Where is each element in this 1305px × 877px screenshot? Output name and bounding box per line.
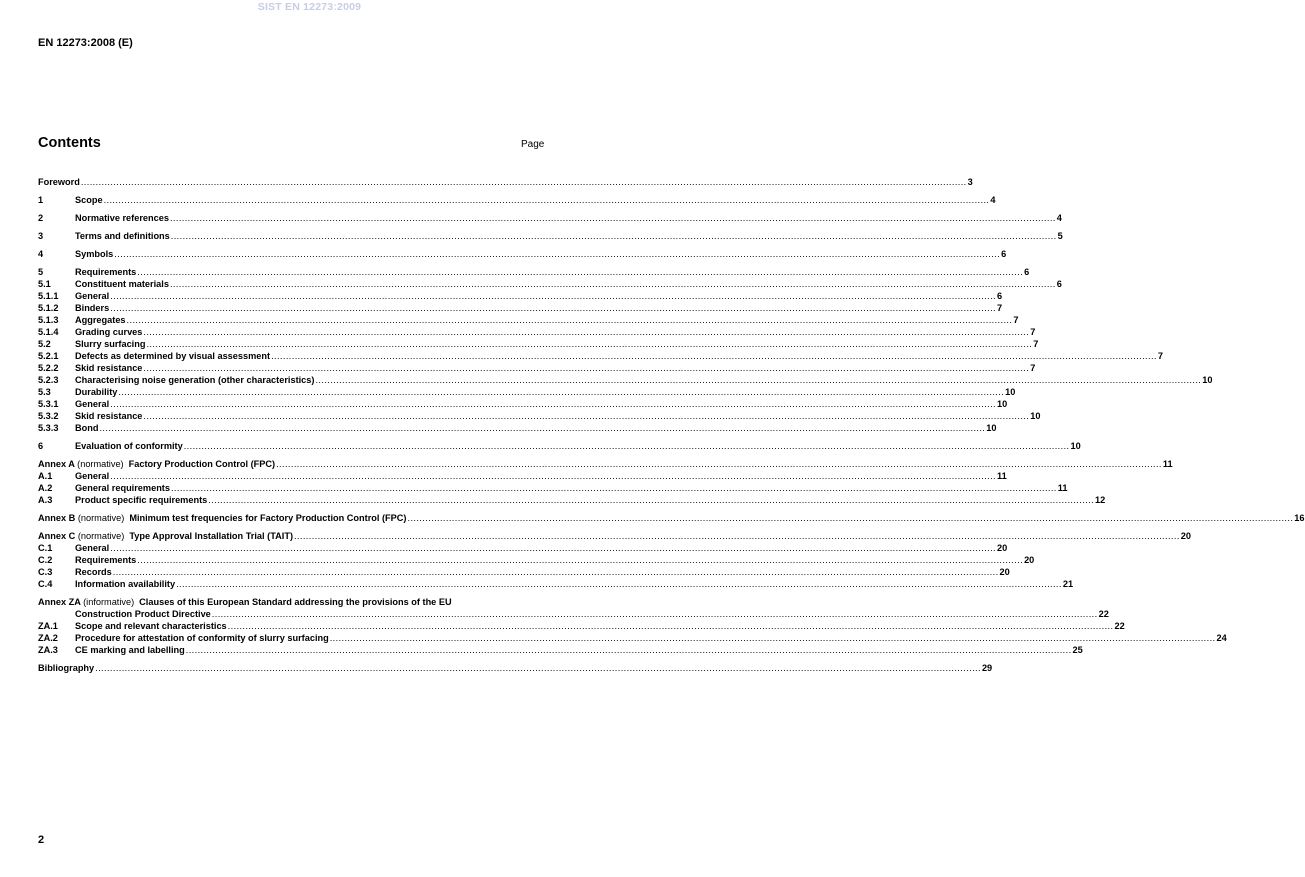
page-number: 2: [38, 834, 45, 846]
toc-entry-5-3-3[interactable]: 5.3.3 Bond ............................................................................................................................................................................................................................................................................................................ 10: [38, 423, 997, 433]
dot-leader: ............................................................................................................................................................................................................................................................................................................: [329, 633, 1216, 643]
toc-entry-5-3[interactable]: 5.3 Durability ............................................................................................................................................................................................................................................................................................................ 10: [38, 387, 1016, 397]
toc-entry-annex-za[interactable]: Annex ZA (informative) Clauses of this European Standard addressing the provisions of the EU Construction Product Directive ............................................................................................................................................................................................................................................................................................................ 22: [38, 597, 1109, 619]
toc-entry-za-3[interactable]: ZA.3 CE marking and labelling ............................................................................................................................................................................................................................................................................................................ 25: [38, 645, 1083, 655]
dot-leader: ............................................................................................................................................................................................................................................................................................................: [146, 339, 1033, 349]
dot-leader: ............................................................................................................................................................................................................................................................................................................: [185, 645, 1072, 655]
toc-entry-5-1-4[interactable]: 5.1.4 Grading curves ............................................................................................................................................................................................................................................................................................................ 7: [38, 327, 1036, 337]
dot-leader: ............................................................................................................................................................................................................................................................................................................: [211, 609, 1098, 619]
dot-leader: ............................................................................................................................................................................................................................................................................................................: [126, 315, 1013, 325]
dot-leader: ............................................................................................................................................................................................................................................................................................................: [183, 441, 1070, 451]
dot-leader: ............................................................................................................................................................................................................................................................................................................: [143, 363, 1030, 373]
toc-entry-5-3-2[interactable]: 5.3.2 Skid resistance ............................................................................................................................................................................................................................................................................................................ 10: [38, 411, 1041, 421]
toc-entry-annex-a[interactable]: Annex A (normative) Factory Production Control (FPC) ............................................................................................................................................................................................................................................................................................................ 11: [38, 459, 1173, 469]
dot-leader: ............................................................................................................................................................................................................................................................................................................: [176, 579, 1062, 589]
dot-leader: ............................................................................................................................................................................................................................................................................................................: [143, 411, 1030, 421]
toc-entry-c-1[interactable]: C.1 General ............................................................................................................................................................................................................................................................................................................ 20: [38, 543, 1008, 553]
dot-leader: ............................................................................................................................................................................................................................................................................................................: [103, 195, 990, 205]
toc-entry-5-2-3[interactable]: 5.2.3 Characterising noise generation (other characteristics) ............................................................................................................................................................................................................................................................................................................ 10: [38, 375, 1213, 385]
dot-leader: ............................................................................................................................................................................................................................................................................................................: [95, 663, 981, 673]
dot-leader: ............................................................................................................................................................................................................................................................................................................: [110, 543, 996, 553]
toc-entry-za-2[interactable]: ZA.2 Procedure for attestation of conformity of slurry surfacing ............................................................................................................................................................................................................................................................................................................ 24: [38, 633, 1227, 643]
toc-entry-5-1-3[interactable]: 5.1.3 Aggregates ............................................................................................................................................................................................................................................................................................................ 7: [38, 315, 1019, 325]
toc-entry-annex-c[interactable]: Annex C (normative) Type Approval Installation Trial (TAIT) ............................................................................................................................................................................................................................................................................................................ 20: [38, 531, 1192, 541]
dot-leader: ............................................................................................................................................................................................................................................................................................................: [208, 495, 1095, 505]
toc-entry-5-1[interactable]: 5.1 Constituent materials ............................................................................................................................................................................................................................................................................................................ 6: [38, 279, 1062, 289]
dot-leader: ............................................................................................................................................................................................................................................................................................................: [407, 513, 1294, 523]
toc-entry-5-2-2[interactable]: 5.2.2 Skid resistance ............................................................................................................................................................................................................................................................................................................ 7: [38, 363, 1036, 373]
toc-entry-foreword[interactable]: Foreword ............................................................................................................................................................................................................................................................................................................ 3: [38, 177, 973, 187]
dot-leader: ............................................................................................................................................................................................................................................................................................................: [169, 279, 1056, 289]
dot-leader: ............................................................................................................................................................................................................................................................................................................: [227, 621, 1114, 631]
dot-leader: ............................................................................................................................................................................................................................................................................................................: [276, 459, 1162, 469]
dot-leader: ............................................................................................................................................................................................................................................................................................................: [170, 231, 1057, 241]
dot-leader: ............................................................................................................................................................................................................................................................................................................: [170, 483, 1057, 493]
toc-entry-5-1-2[interactable]: 5.1.2 Binders ............................................................................................................................................................................................................................................................................................................ 7: [38, 303, 1003, 313]
dot-leader: ............................................................................................................................................................................................................................................................................................................: [169, 213, 1056, 223]
page-column-label: Page: [521, 139, 545, 150]
dot-leader: ............................................................................................................................................................................................................................................................................................................: [114, 249, 1001, 259]
toc-entry-4[interactable]: 4 Symbols ............................................................................................................................................................................................................................................................................................................ 6: [38, 249, 1007, 259]
dot-leader: ............................................................................................................................................................................................................................................................................................................: [137, 267, 1024, 277]
toc-entry-annex-b[interactable]: Annex B (normative) Minimum test frequencies for Factory Production Control (FPC) ............................................................................................................................................................................................................................................................................................................ 16: [38, 513, 1305, 523]
dot-leader: ............................................................................................................................................................................................................................................................................................................: [110, 399, 996, 409]
watermark: SIST EN 12273:2009: [257, 1, 362, 13]
dot-leader: ............................................................................................................................................................................................................................................................................................................: [271, 351, 1157, 361]
toc-entry-6[interactable]: 6 Evaluation of conformity ............................................................................................................................................................................................................................................................................................................ 10: [38, 441, 1081, 451]
dot-leader: ............................................................................................................................................................................................................................................................................................................: [80, 177, 967, 187]
toc-entry-1[interactable]: 1 Scope ............................................................................................................................................................................................................................................................................................................ 4: [38, 195, 996, 205]
toc-entry-za-1[interactable]: ZA.1 Scope and relevant characteristics ............................................................................................................................................................................................................................................................................................................ 22: [38, 621, 1125, 631]
dot-leader: ............................................................................................................................................................................................................................................................................................................: [315, 375, 1202, 385]
dot-leader: ............................................................................................................................................................................................................................................................................................................: [112, 567, 999, 577]
toc-entry-c-4[interactable]: C.4 Information availability ............................................................................................................................................................................................................................................................................................................ 21: [38, 579, 1074, 589]
dot-leader: ............................................................................................................................................................................................................................................................................................................: [99, 423, 986, 433]
toc-entry-a-2[interactable]: A.2 General requirements ............................................................................................................................................................................................................................................................................................................ 11: [38, 483, 1068, 493]
toc-entry-5-1-1[interactable]: 5.1.1 General ............................................................................................................................................................................................................................................................................................................ 6: [38, 291, 1003, 301]
contents-heading: Contents: [38, 135, 101, 151]
dot-leader: ............................................................................................................................................................................................................................................................................................................: [143, 327, 1030, 337]
toc-entry-5-2[interactable]: 5.2 Slurry surfacing ............................................................................................................................................................................................................................................................................................................ 7: [38, 339, 1039, 349]
dot-leader: ............................................................................................................................................................................................................................................................................................................: [118, 387, 1005, 397]
document-id: EN 12273:2008 (E): [38, 37, 133, 49]
toc-entry-5[interactable]: 5 Requirements ............................................................................................................................................................................................................................................................................................................ 6: [38, 267, 1030, 277]
toc-entry-2[interactable]: 2 Normative references ............................................................................................................................................................................................................................................................................................................ 4: [38, 213, 1062, 223]
toc-entry-a-3[interactable]: A.3 Product specific requirements ............................................................................................................................................................................................................................................................................................................ 12: [38, 495, 1106, 505]
dot-leader: ............................................................................................................................................................................................................................................................................................................: [294, 531, 1180, 541]
toc-entry-a-1[interactable]: A.1 General ............................................................................................................................................................................................................................................................................................................ 11: [38, 471, 1007, 481]
toc-entry-c-3[interactable]: C.3 Records ............................................................................................................................................................................................................................................................................................................ 20: [38, 567, 1010, 577]
toc-entry-3[interactable]: 3 Terms and definitions ............................................................................................................................................................................................................................................................................................................ 5: [38, 231, 1063, 241]
dot-leader: ............................................................................................................................................................................................................................................................................................................: [137, 555, 1024, 565]
toc-entry-c-2[interactable]: C.2 Requirements ............................................................................................................................................................................................................................................................................................................ 20: [38, 555, 1035, 565]
toc-entry-5-3-1[interactable]: 5.3.1 General ............................................................................................................................................................................................................................................................................................................ 10: [38, 399, 1008, 409]
toc-entry-5-2-1[interactable]: 5.2.1 Defects as determined by visual assessment ............................................................................................................................................................................................................................................................................................................ 7: [38, 351, 1163, 361]
dot-leader: ............................................................................................................................................................................................................................................................................................................: [110, 303, 996, 313]
dot-leader: ............................................................................................................................................................................................................................................................................................................: [110, 291, 996, 301]
toc-entry-bibliography[interactable]: Bibliography ............................................................................................................................................................................................................................................................................................................ 29: [38, 663, 993, 673]
dot-leader: ............................................................................................................................................................................................................................................................................................................: [110, 471, 996, 481]
table-of-contents: [38, 176, 1305, 674]
